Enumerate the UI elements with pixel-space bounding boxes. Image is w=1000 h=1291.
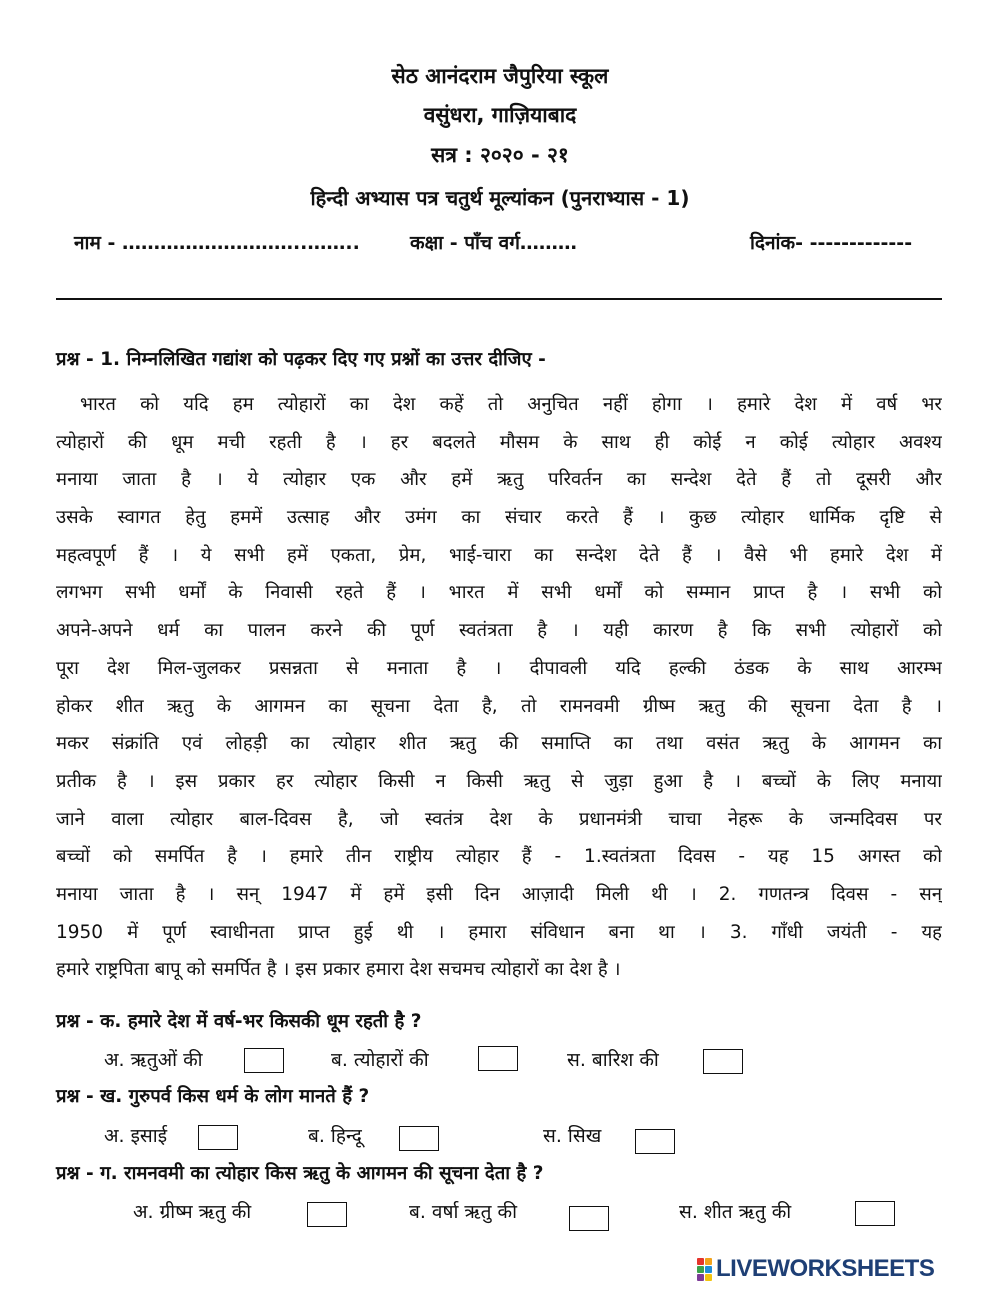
- logo-block: [697, 1266, 704, 1273]
- liveworksheets-logo: [697, 1256, 934, 1282]
- option-label: ब. वर्षा ऋतु की: [409, 1201, 518, 1223]
- question-1-heading: प्रश्न - 1. निम्नलिखित गद्यांश को पढ़कर दिए गए प्रश्नों का उत्तर दीजिए -: [56, 349, 546, 370]
- passage-line: मकर संक्रांति एवं लोहड़ी का त्योहार शीत ऋतु की समाप्ति का तथा वसंत ऋतु के आगमन का: [56, 733, 942, 755]
- passage-line: हमारे राष्ट्रपिता बापू को समर्पित है । इस प्रकार हमारा देश सचमच त्योहारों का देश है ।: [56, 959, 621, 981]
- date-field: दिनांक- -------------: [750, 232, 913, 254]
- logo-block: [705, 1258, 712, 1265]
- passage-line: महत्वपूर्ण हैं । ये सभी हमें एकता, प्रेम, भाई-चारा का सन्देश देते हैं । वैसे भी हमारे देश में: [56, 544, 942, 566]
- option-label: ब. त्योहारों की: [331, 1049, 429, 1071]
- passage-line: अपने-अपने धर्म का पालन करने की पूर्ण स्वतंत्रता है । यही कारण है कि सभी त्योहारों को: [56, 620, 942, 642]
- logo-block: [705, 1266, 712, 1273]
- passage-line: बच्चों को समर्पित है । हमारे तीन राष्ट्रीय त्योहार हैं - 1.स्वतंत्रता दिवस - यह 15 अगस्त को: [56, 846, 942, 868]
- answer-box[interactable]: [399, 1126, 439, 1151]
- liveworksheets-text: LIVEWORKSHEETS: [716, 1255, 935, 1282]
- header-divider: [56, 298, 942, 300]
- passage-line: मनाया जाता है । ये त्योहार एक और हमें ऋतु परिवर्तन का सन्देश देते हैं तो दूसरी और: [56, 469, 942, 491]
- option-label: स. बारिश की: [567, 1049, 659, 1071]
- option-label: स. शीत ऋतु की: [679, 1201, 792, 1223]
- question-ga: प्रश्न - ग. रामनवमी का त्योहार किस ऋतु के आगमन की सूचना देता है ?: [56, 1163, 544, 1184]
- passage-line: त्योहारों की धूम मची रहती है । हर बदलते मौसम के साथ ही कोई न कोई त्योहार अवश्य: [56, 431, 942, 453]
- logo-block: [697, 1258, 704, 1265]
- answer-box[interactable]: [635, 1129, 675, 1154]
- passage-line: लगभग सभी धर्मों के निवासी रहते हैं । भारत में सभी धर्मों को सम्मान प्राप्त है । सभी को: [56, 582, 942, 604]
- option-label: ब. हिन्दू: [308, 1125, 362, 1147]
- option-label: अ. ऋतुओं की: [104, 1049, 203, 1071]
- question-ka: प्रश्न - क. हमारे देश में वर्ष-भर किसकी धूम रहती है ?: [56, 1011, 422, 1032]
- question-kha: प्रश्न - ख. गुरुपर्व किस धर्म के लोग मानते हैं ?: [56, 1086, 370, 1107]
- passage-line: मनाया जाता है । सन् 1947 में हमें इसी दिन आज़ादी मिली थी । 2. गणतन्त्र दिवस - सन्: [56, 883, 942, 905]
- answer-box[interactable]: [703, 1049, 743, 1074]
- worksheet-title: हिन्दी अभ्यास पत्र चतुर्थ मूल्यांकन (पुनराभ्यास - 1): [310, 186, 690, 210]
- answer-box[interactable]: [307, 1202, 347, 1227]
- option-label: अ. ग्रीष्म ऋतु की: [133, 1201, 252, 1223]
- passage-line: प्रतीक है । इस प्रकार हर त्योहार किसी न किसी ऋतु से जुड़ा हुआ है । बच्चों के लिए मनाया: [56, 770, 942, 792]
- answer-box[interactable]: [244, 1048, 284, 1073]
- class-field: कक्षा - पाँच वर्ग………: [410, 232, 577, 254]
- answer-box[interactable]: [478, 1046, 518, 1071]
- logo-block: [697, 1274, 704, 1281]
- passage-line: भारत को यदि हम त्योहारों का देश कहें तो अनुचित नहीं होगा । हमारे देश में वर्ष भर: [80, 394, 942, 415]
- passage-line: होकर शीत ऋतु के आगमन का सूचना देता है, तो रामनवमी ग्रीष्म ऋतु की सूचना देता है ।: [56, 695, 942, 717]
- passage-line: पूरा देश मिल-जुलकर प्रसन्नता से मनाता है । दीपावली यदि हल्की ठंडक के साथ आरम्भ: [56, 657, 942, 679]
- passage-line: 1950 में पूर्ण स्वाधीनता प्राप्त हुई थी । हमारा संविधान बना था । 3. गाँधी जयंती - यह: [56, 921, 942, 943]
- school-name: सेठ आनंदराम जैपुरिया स्कूल: [391, 64, 609, 88]
- answer-box[interactable]: [855, 1201, 895, 1226]
- passage-line: उसके स्वागत हेतु हममें उत्साह और उमंग का संचार करते हैं । कुछ त्योहार धार्मिक दृष्टि से: [56, 507, 942, 529]
- passage: [56, 386, 942, 989]
- session: सत्र : २०२० - २१: [431, 143, 569, 167]
- option-label: स. सिख: [543, 1125, 602, 1147]
- liveworksheets-icon: [697, 1258, 712, 1281]
- passage-line: जाने वाला त्योहार बाल-दिवस है, जो स्वतंत्र देश के प्रधानमंत्री चाचा नेहरू के जन्मदिवस पर: [56, 808, 942, 830]
- logo-block: [705, 1274, 712, 1281]
- name-field: नाम - ………………………..……..: [74, 232, 360, 254]
- answer-box[interactable]: [569, 1206, 609, 1231]
- school-location: वसुंधरा, गाज़ियाबाद: [423, 103, 577, 127]
- answer-box[interactable]: [198, 1125, 238, 1150]
- option-label: अ. इसाई: [104, 1125, 168, 1147]
